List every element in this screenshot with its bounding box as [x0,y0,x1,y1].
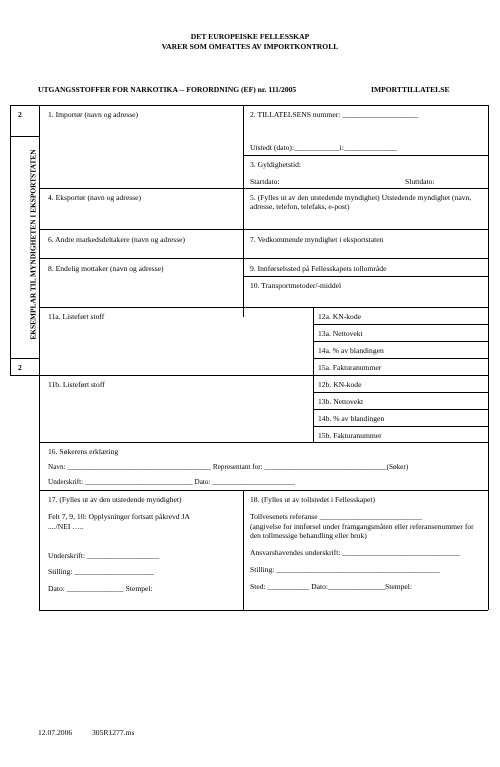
form-title: UTGANGSSTOFFER FOR NARKOTIKA -- FORORDNING (EF) nr. 111/2005 [38,85,297,94]
line-row17 [39,490,488,491]
box-18-customs: 18. (Fylles ut av tollstedet i Fellesskapet) [250,495,376,504]
line-b10-top [243,276,488,277]
box-13b-net-weight: 13b. Nettovekt [318,397,364,406]
box-17-date: Dato: _______________ Stempel: [48,584,153,593]
box-16-signature: Underskrift: ______________________________ Dato: _______________________ [48,478,295,486]
line-13a [313,341,488,342]
frame-left-2 [39,105,40,610]
box-4-exporter: 4. Eksportør (navn og adresse) [48,193,141,202]
box-15a-invoice: 15a. Fakturanummer [318,363,382,372]
box-7-export-authority: 7. Vedkommende myndighet i eksportstaten [250,235,384,244]
box-3-start: Startdato: [250,177,280,186]
box-3-end: Sluttdato: [405,177,435,186]
frame-mid-bottom [243,490,244,610]
line-row4 [39,258,488,259]
box-8-final-consignee: 8. Endelig mottaker (navn og adresse) [48,264,164,273]
box-9-point-of-entry: 9. Innførselssted på Fellesskapets tollområde [250,264,387,273]
box-16-declaration: 16. Søkerens erklæring [48,447,119,456]
line-14b [313,426,488,427]
box-5-issuing-authority: 5. (Fylles ut av den utstedende myndighet) Utstedende myndighet (navn, adresse, telefon, telefaks, e-post) [250,193,472,211]
box-18-reference: Tollvesenets referanse ___________________________ [250,512,422,521]
box-18-position: Stilling: ___________________________________________ [250,565,440,574]
box-15b-invoice: 15b. Fakturanummer [318,431,382,440]
box-11b-substance: 11b. Listeført stoff [48,380,105,389]
box-17-nei: ..../NEI ….. [48,522,84,531]
box-1-importer: 1. Importør (navn og adresse) [48,110,139,119]
copy-number-bottom: 2 [18,363,22,372]
box-10-transport: 10. Transportmetoder/-middel [250,281,342,290]
copy-number-top: 2 [18,110,22,119]
box-12a-cn-code: 12a. KN-kode [318,312,362,321]
line-row5 [39,307,488,308]
box-18-responsible-signature: Ansvarshavendes underskrift: _______________________________ [250,548,461,557]
box-12b-cn-code: 12b. KN-kode [318,380,362,389]
form-type-title: IMPORTTILLATELSE [371,85,450,94]
line-14a [313,358,488,359]
line-13b [313,409,488,410]
line-row2 [39,188,488,189]
line-row16 [39,442,488,443]
box-13a-net-weight: 13a. Nettovekt [318,329,363,338]
frame-mid [243,105,244,317]
side-vertical-text: EKSEMPLAR TIL MYNDIGHETEN I EKSPORTSTATEN [28,149,38,340]
footer-date: 12.07.2006 [38,728,73,737]
frame-left [10,105,11,375]
line-b3-top [243,155,488,156]
side-divider-top [10,136,39,137]
box-11a-substance: 11a. Listeført stoff [48,312,105,321]
box-17-signature: Underskrift: ___________________ [48,551,160,560]
box-2-issued: Utstedt (dato):____________i:______________ [250,143,398,152]
box-14b-percent: 14b. % av blandingen [318,414,385,423]
line-12a [313,324,488,325]
line-row3 [39,229,488,230]
box-2-permit-number: 2. TILLATELSENS nummer: ____________________ [250,110,419,119]
line-12b [313,392,488,393]
header-line1: DET EUROPEISKE FELLESSKAP [190,32,310,41]
frame-top [10,105,488,106]
box-18-place-date: Sted: ___________ Dato:_______________Stempel: [250,582,412,591]
box-3-validity: 3. Gyldighetstid: [250,160,302,169]
box-18-reference-note: (angivelse for innførsel under framgangsmåten eller referansenummer for den tollmessige behandling eller bruk) [250,522,474,540]
side-divider-bottom [10,358,39,359]
box-14a-percent: 14a. % av blandingen [318,346,384,355]
box-17-authority: 17. (Fylles ut av den utstedende myndighet) [48,495,182,504]
box-6-other-operators: 6. Andre markedsdeltakere (navn og adresse) [48,235,186,244]
box-17-position: Stilling: _____________________ [48,567,155,576]
side-divider-end [10,375,488,376]
frame-right [488,105,489,610]
header-line2: VARER SOM OMFATTES AV IMPORTKONTROLL [161,42,339,51]
footer-code: 305R1277.ms [92,728,135,737]
frame-bottom [39,610,488,611]
box-17-fields: Felt 7, 9, 10: Opplysninger fortsatt påkrevd JA [48,512,190,521]
box-16-name: Navn: ________________________________________ Representant for: __________________________________(Søker) [48,463,409,471]
